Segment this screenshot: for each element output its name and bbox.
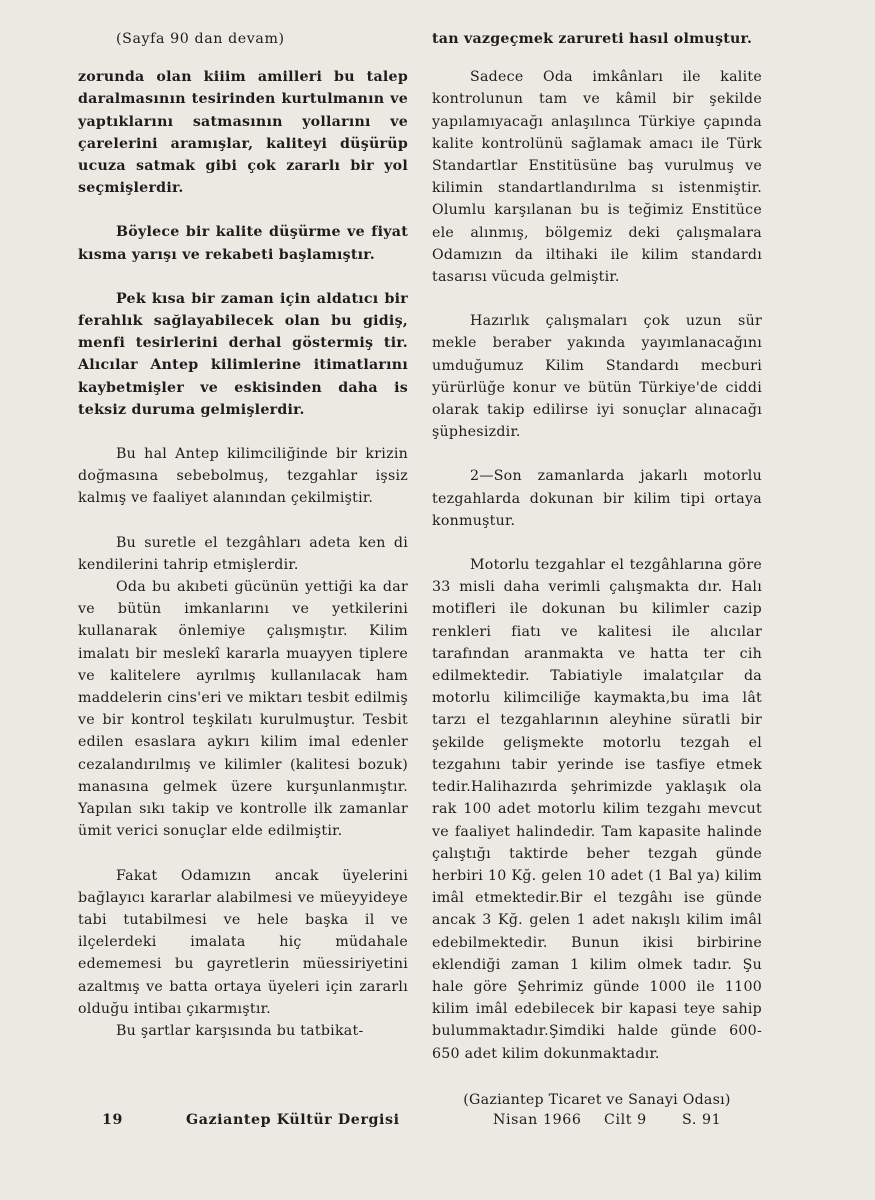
volume: Cilt 9: [604, 1112, 647, 1128]
paragraph: zorunda olan kiiim amilleri bu talep daralmasının tesirinden kurtulmanın ve yaptıklarını satmasının yollarını ve çarelerini aramışlar, kaliteyi düşürüp ucuza satmak gibi çok zararlı bir yol seçmişlerdir.: [78, 69, 408, 197]
issue-date: Nisan 1966: [493, 1112, 582, 1128]
source-attribution: (Gaziantep Ticaret ve Sanayi Odası): [463, 1091, 731, 1108]
paragraph: Bu hal Antep kilimciliğinde bir krizin doğmasına sebebolmuş, tezgahlar işsiz kalmış ve faaliyet alanından çekilmiştir.: [78, 446, 408, 507]
paragraph: Böylece bir kalite düşürme ve fiyat kısma yarışı ve rekabeti başlamıştır.: [78, 224, 408, 263]
section-page: S. 91: [682, 1112, 722, 1128]
continuation-note: (Sayfa 90 dan devam): [116, 31, 285, 47]
paragraph: Sadece Oda imkânları ile kalite kontrolunun tam ve kâmil bir şekilde yapılamıyacağı anlaşılınca Türkiye çapında kalite kontrolünü sağlamak amacı ile Türk Standartlar Enstitüsüne baş vurulmuş ve kilimin standartlandırılma sı istenmiştir. Olumlu karşılanan bu is teğimiz Enstitüce ele alınmış, bölgemiz deki çalışmalara Odamızın da iltihaki ile kilim standardı tasarısı vücuda gelmiştir.: [432, 69, 762, 286]
paragraph: Bu şartlar karşısında bu tatbikat-: [116, 1022, 364, 1039]
paragraph: Oda bu akıbeti gücünün yettiği ka dar ve bütün imkanlarını ve yetkilerini kullanarak önlemiye çalışmıştır. Kilim imalatı bir meslekî kararla muayyen tiplere ve kalitelere ayrılmış kullanılacak ham maddelerin cins'eri ve miktarı tesbit edilmiş ve bir kontrol teşkilatı kurulmuştur. Tesbit edilen esaslara aykırı kilim imal edenler cezalandırılmış ve kilimler (kalitesi bozuk) manasına gelmek üzere kurşunlanmıştır. Yapılan sıkı takip ve kontrolle ilk zamanlar ümit verici sonuçlar elde edilmiştir.: [78, 579, 408, 840]
journal-title: Gaziantep Kültür Dergisi: [186, 1112, 400, 1128]
paragraph: Pek kısa bir zaman için aldatıcı bir ferahlık sağlayabilecek olan bu gidiş, menfi tesirlerini derhal göstermiş tir. Alıcılar Antep kilimlerine itimatlarını kaybetmişler ve eskisinden daha is teksiz duruma gelmişlerdir.: [78, 290, 408, 418]
paragraph: Bu suretle el tezgâhları adeta ken di kendilerini tahrip etmişlerdir.: [78, 534, 408, 573]
page-number: 19: [102, 1112, 123, 1128]
right-column: [432, 28, 762, 1111]
paragraph: tan vazgeçmek zarureti hasıl olmuştur.: [432, 31, 753, 47]
paragraph: Fakat Odamızın ancak üyelerini bağlayıcı kararlar alabilmesi ve müeyyideye tabi tutabilmesi ve hele başka il ve ilçelerdeki imalata hiç müdahale edememesi bu gayretlerin müessiriyetini azaltmış ve batta ortaya üyeleri için zararlı olduğu intibaı çıkarmıştır.: [78, 867, 408, 1017]
paragraph: Motorlu tezgahlar el tezgâhlarına göre 33 misli daha verimli çalışmakta dır. Halı motifleri ile dokunan bu kilimler cazip renkleri fiatı ve kalitesi ile alıcılar tarafından aranmakta ve hatta ter cih edilmektedir. Tabiatiyle imalatçılar da motorlu kilimciliğe kaymakta,bu ima lât tarzı el tezgahlarının aleyhine süratli bir şekilde gelişmekte motorlu tezgah el tezgahını tabir yerinde ise tasfiye etmek tedir.Halihazırda şehrimizde yaklaşık ola rak 100 adet motorlu kilim tezgahı mevcut ve faaliyet halindedir. Tam kapasite halinde çalıştığı taktirde beher tezgah günde herbiri 10 Kğ. gelen 10 adet (1 Bal ya) kilim imâl etmektedir.Bir el tezgâhı ise günde ancak 3 Kğ. gelen 1 adet nakışlı kilim imâl edebilmektedir. Bunun ikisi birbirine eklendiği zaman 1 kilim olmek tadır. Şu hale göre Şehrimiz günde 1000 ile 1100 kilim imâl edebilecek bir kapasi teye sahip bulummaktadır.Şimdiki halde günde 600-650 adet kilim dokunmaktadır.: [432, 557, 762, 1062]
paragraph: 2—Son zamanlarda jakarlı motorlu tezgahlarda dokunan bir kilim tipi ortaya konmuştur.: [432, 468, 762, 529]
left-column: [78, 28, 408, 1042]
paragraph: Hazırlık çalışmaları çok uzun sür mekle beraber yakında yayımlanacağını umduğumuz Kilim Standardı mecburi yürürlüğe konur ve bütün Türkiye'de ciddi olarak takip edilirse iyi sonuçlar alınacağı şüphesizdir.: [432, 313, 762, 441]
